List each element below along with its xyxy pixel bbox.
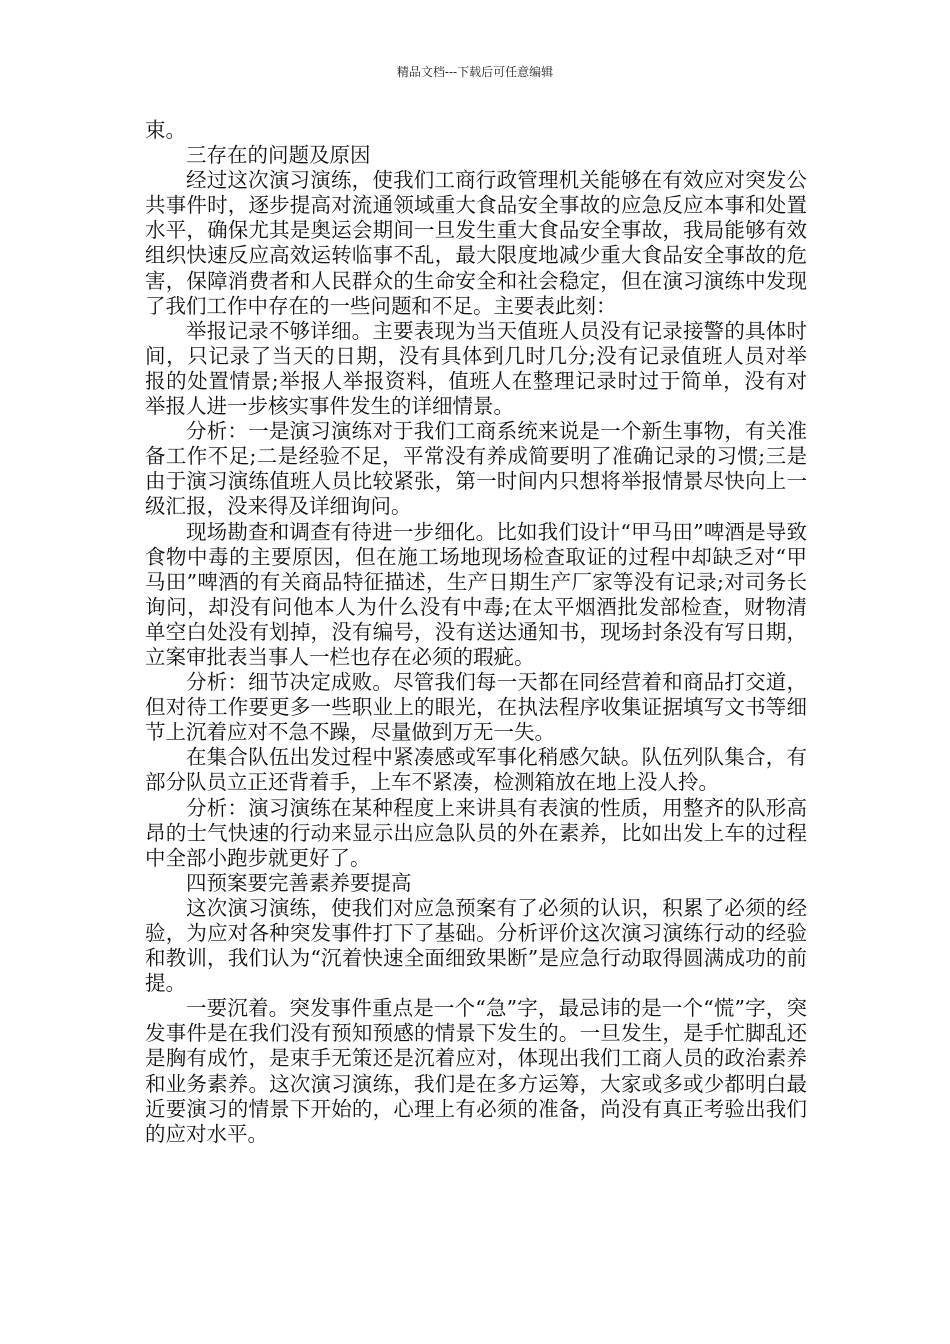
paragraph: 现场勘查和调查有待进一步细化。比如我们设计“甲马田”啤酒是导致食物中毒的主要原因，但在施工场地现场检查取证的过程中却缺乏对“甲马田”啤酒的有关商品特征描述，生产日期生产厂家等没有记录;对司务长询问，却没有问他本人为什么没有中毒;在太平烟酒批发部检查，财物清单空白处没有划掉，没有编号，没有送达通知书，现场封条没有写日期，立案审批表当事人一栏也存在必须的瑕疵。 <box>145 519 807 669</box>
paragraph: 举报记录不够详细。主要表现为当天值班人员没有记录接警的具体时间，只记录了当天的日期，没有具体到几时几分;没有记录值班人员对举报的处置情景;举报人举报资料，值班人在整理记录时过于简单，没有对举报人进一步核实事件发生的详细情景。 <box>145 318 807 419</box>
document-body <box>145 118 807 1147</box>
paragraph: 分析：演习演练在某种程度上来讲具有表演的性质，用整齐的队形高昂的士气快速的行动来显示出应急队员的外在素养，比如出发上车的过程中全部小跑步就更好了。 <box>145 795 807 870</box>
page-header: 精品文档---下载后可任意编辑 <box>396 65 554 79</box>
paragraph-continuation: 束。 <box>145 118 186 142</box>
paragraph: 在集合队伍出发过程中紧凑感或军事化稍感欠缺。队伍列队集合，有部分队员立正还背着手，上车不紧凑，检测箱放在地上没人拎。 <box>145 745 807 795</box>
paragraph: 分析：细节决定成败。尽管我们每一天都在同经营着和商品打交道，但对待工作要更多一些职业上的眼光，在执法程序收集证据填写文书等细节上沉着应对不急不躁，尽量做到万无一失。 <box>145 670 807 745</box>
paragraph: 分析：一是演习演练对于我们工商系统来说是一个新生事物，有关准备工作不足;二是经验不足，平常没有养成简要明了准确记录的习惯;三是由于演习演练值班人员比较紧张，第一时间内只想将举报情景尽快向上一级汇报，没来得及详细询问。 <box>145 419 807 519</box>
paragraph: 这次演习演练，使我们对应急预案有了必须的认识，积累了必须的经验，为应对各种突发事件打下了基础。分析评价这次演习演练行动的经验和教训，我们认为“沉着快速全面细致果断”是应急行动取得圆满成功的前提。 <box>145 895 807 996</box>
paragraph: 经过这次演习演练，使我们工商行政管理机关能够在有效应对突发公共事件时，逐步提高对流通领域重大食品安全事故的应急反应本事和处置水平，确保尤其是奥运会期间一旦发生重大食品安全事故，我局能够有效组织快速反应高效运转临事不乱，最大限度地减少重大食品安全事故的危害，保障消费者和人民群众的生命安全和社会稳定，但在演习演练中发现了我们工作中存在的一些问题和不足。主要表此刻： <box>145 168 807 318</box>
section-heading-improvement: 四预案要完善素养要提高 <box>186 870 412 895</box>
paragraph: 一要沉着。突发事件重点是一个“急”字，最忌讳的是一个“慌”字，突发事件是在我们没有预知预感的情景下发生的。一旦发生，是手忙脚乱还是胸有成竹，是束手无策还是沉着应对，体现出我们工商人员的政治素养和业务素养。这次演习演练，我们是在多方运筹，大家或多或少都明白最近要演习的情景下开始的，心理上有必须的准备，尚没有真正考验出我们的应对水平。 <box>145 996 807 1146</box>
section-heading-problems: 三存在的问题及原因 <box>186 143 371 168</box>
